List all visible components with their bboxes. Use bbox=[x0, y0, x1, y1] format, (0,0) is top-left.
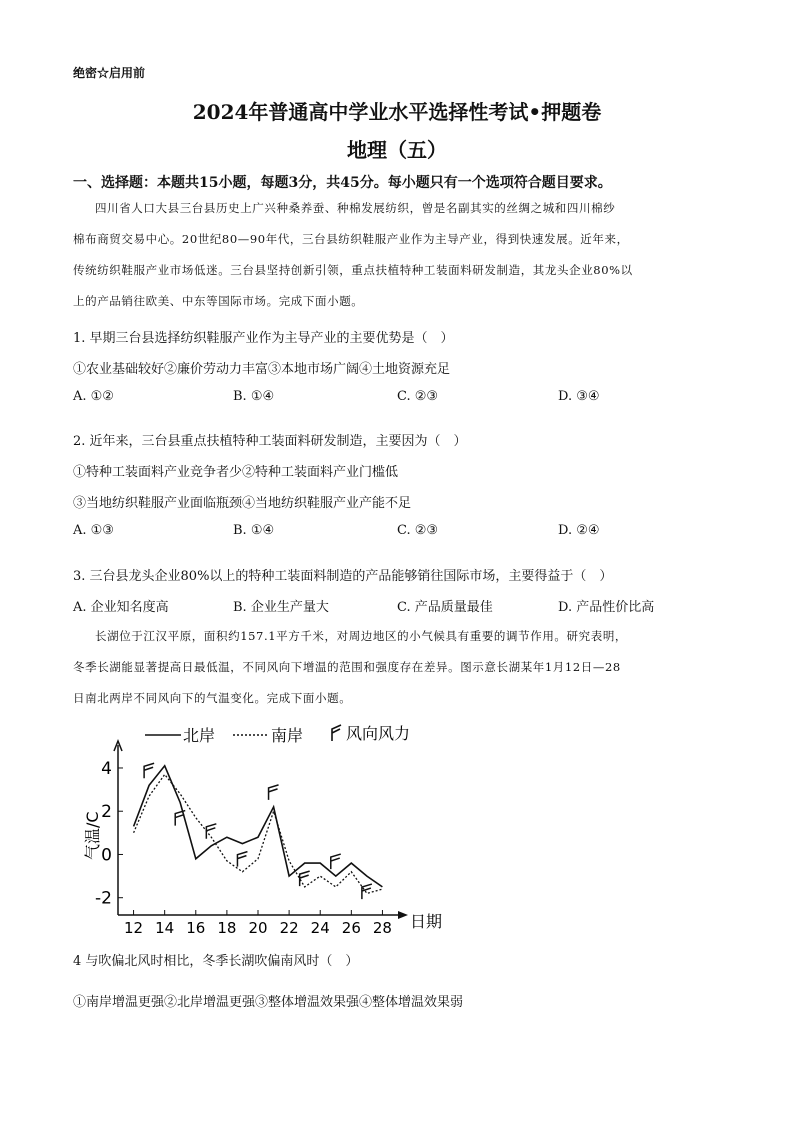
q3-option-c[interactable]: C. 产品质量最佳 bbox=[397, 600, 493, 615]
q1-option-b[interactable]: B. ①④ bbox=[233, 389, 275, 404]
q2-option-a[interactable]: A. ①③ bbox=[73, 523, 114, 538]
legend-south-label: 南岸 bbox=[271, 726, 304, 745]
passage1-line: 棉布商贸交易中心。20世纪80—90年代，三台县纺织鞋服产业作为主导产业，得到快速发展。近年来， bbox=[73, 232, 629, 246]
wind-barb-icon bbox=[237, 852, 247, 867]
q4-items: ①南岸增温更强②北岸增温更强③整体增温效果强④整体增温效果弱 bbox=[73, 995, 464, 1010]
x-axis-arrow-icon bbox=[398, 911, 408, 919]
q3-option-a[interactable]: A. 企业知名度高 bbox=[73, 600, 169, 615]
y-tick-label: -2 bbox=[95, 888, 112, 909]
legend-wind-label: 风向风力 bbox=[346, 724, 411, 743]
y-tick-label: 2 bbox=[101, 802, 112, 823]
wind-barb-icon bbox=[331, 854, 341, 869]
q3-option-b[interactable]: B. 企业生产量大 bbox=[233, 600, 329, 615]
x-tick-label: 20 bbox=[248, 919, 268, 937]
q3-stem: 3. 三台县龙头企业80%以上的特种工装面料制造的产品能够销往国际市场，主要得益于（ ） bbox=[73, 569, 613, 584]
q2-option-c[interactable]: C. ②③ bbox=[397, 523, 439, 538]
y-tick-label: 0 bbox=[101, 845, 112, 866]
x-tick-label: 16 bbox=[186, 919, 206, 937]
section-heading: 一、选择题：本题共15小题，每题3分，共45分。每小题只有一个选项符合题目要求。 bbox=[73, 175, 612, 191]
x-tick-label: 28 bbox=[372, 919, 392, 937]
q1-items: ①农业基础较好②廉价劳动力丰富③本地市场广阔④土地资源充足 bbox=[73, 362, 451, 377]
legend-wind-barb-icon bbox=[332, 725, 341, 741]
x-tick-label: 24 bbox=[310, 919, 330, 937]
passage2-line: 冬季长湖能显著提高日最低温，不同风向下增温的范围和强度存在差异。图示意长湖某年1月12日—28 bbox=[73, 660, 621, 674]
passage2-line: 长湖位于江汉平原，面积约157.1平方千米，对周边地区的小气候具有重要的调节作用。研究表明， bbox=[95, 629, 628, 643]
x-tick-label: 14 bbox=[155, 919, 175, 937]
temperature-chart bbox=[70, 715, 470, 945]
q2-option-d[interactable]: D. ②④ bbox=[558, 523, 600, 538]
passage1-line: 四川省人口大县三台县历史上广兴种桑养蚕、种棉发展纺织，曾是名副其实的丝绸之城和四川棉纱 bbox=[95, 201, 616, 215]
passage1-line: 传统纺织鞋服产业市场低迷。三台县坚持创新引领，重点扶植特种工装面料研发制造，其龙头企业80%以 bbox=[73, 263, 633, 277]
wind-barb-icon bbox=[144, 763, 154, 778]
y-tick-label: 4 bbox=[101, 758, 112, 779]
q2-items: ①特种工装面料产业竞争者少②特种工装面料产业门槛低 bbox=[73, 465, 399, 480]
q2-stem: 2. 近年来，三台县重点扶植特种工装面料研发制造，主要因为（ ） bbox=[73, 434, 467, 449]
q1-stem: 1. 早期三台县选择纺织鞋服产业作为主导产业的主要优势是（ ） bbox=[73, 331, 454, 346]
x-axis-label: 日期 bbox=[410, 912, 443, 931]
wind-barb-icon bbox=[269, 785, 279, 800]
exam-subtitle: 地理（五） bbox=[347, 138, 447, 162]
q4-stem: 4 与吹偏北风时相比，冬季长湖吹偏南风时（ ） bbox=[73, 954, 359, 969]
x-tick-label: 22 bbox=[279, 919, 299, 937]
x-tick-label: 12 bbox=[124, 919, 144, 937]
confidential-label: 绝密☆启用前 bbox=[73, 66, 146, 80]
x-tick-label: 26 bbox=[341, 919, 361, 937]
x-tick-label: 18 bbox=[217, 919, 237, 937]
q3-option-d[interactable]: D. 产品性价比高 bbox=[558, 600, 655, 615]
y-axis-label: 气温/C bbox=[83, 811, 102, 860]
q2-items: ③当地纺织鞋服产业面临瓶颈④当地纺织鞋服产业产能不足 bbox=[73, 496, 412, 511]
wind-barb-icon bbox=[362, 884, 372, 899]
passage1-line: 上的产品销往欧美、中东等国际市场。完成下面小题。 bbox=[73, 294, 364, 308]
q1-option-a[interactable]: A. ①② bbox=[73, 389, 114, 404]
series-south-line bbox=[134, 775, 383, 894]
series-north-line bbox=[134, 766, 383, 887]
q1-option-c[interactable]: C. ②③ bbox=[397, 389, 439, 404]
exam-title: 2024年普通高中学业水平选择性考试•押题卷 bbox=[192, 100, 602, 124]
q1-option-d[interactable]: D. ③④ bbox=[558, 389, 600, 404]
legend-north-label: 北岸 bbox=[183, 726, 216, 745]
q2-option-b[interactable]: B. ①④ bbox=[233, 523, 275, 538]
passage2-line: 日南北两岸不同风向下的气温变化。完成下面小题。 bbox=[73, 691, 352, 705]
